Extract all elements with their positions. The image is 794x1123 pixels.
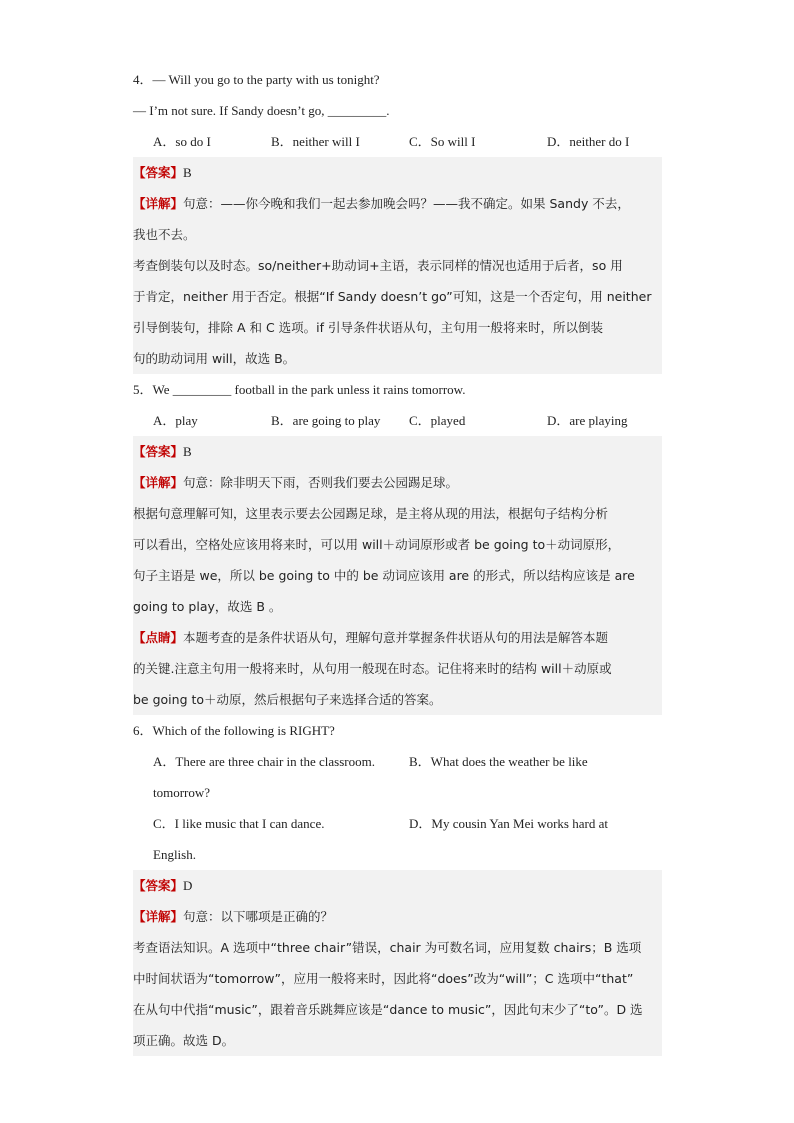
- detail-tag: 【详解】: [133, 196, 184, 211]
- q4-options: [133, 126, 662, 157]
- q4-option-c: C．So will I: [409, 134, 476, 149]
- q5-answer: B: [183, 444, 192, 459]
- detail-tag: 【详解】: [133, 475, 184, 490]
- answer-tag: 【答案】: [133, 165, 184, 180]
- q5-detail-text: 句意：除非明天下雨，否则我们要去公园踢足球。: [183, 475, 459, 490]
- q6-stem: 6．Which of the following is RIGHT?: [133, 723, 335, 738]
- q4-detail-text: 句意：——你今晚和我们一起去参加晚会吗？——我不确定。如果 Sandy 不去，: [183, 196, 630, 211]
- answer-tag: 【答案】: [133, 878, 184, 893]
- q4-option-b: B．neither will I: [271, 134, 360, 149]
- q4-detail-line: 引导倒装句，排除 A 和 C 选项。if 引导条件状语从句，主句用一般将来时，所以倒装: [133, 320, 604, 335]
- q5-stem: 5．We _________ football in the park unless it rains tomorrow.: [133, 382, 466, 397]
- q4-detail-line: 于肯定，neither 用于否定。根据“If Sandy doesn’t go”可知，这是一个否定句，用 neither: [133, 289, 652, 304]
- point-tag: 【点睛】: [133, 630, 184, 645]
- q5-point-text: 本题考查的是条件状语从句，理解句意并掌握条件状语从句的用法是解答本题: [183, 630, 609, 645]
- q6-detail-line: 在从句中代指“music”，跟着音乐跳舞应该是“dance to music”，因此句末少了“to”。D 选: [133, 1002, 643, 1017]
- q5-detail-line: 句子主语是 we，所以 be going to 中的 be 动词应该用 are 的形式，所以结构应该是 are: [133, 568, 635, 583]
- q6-detail-line: [133, 901, 662, 932]
- q6-options-row1: [133, 746, 662, 777]
- q4-detail-line: 考查倒装句以及时态。so/neither+助动词+主语，表示同样的情况也适用于后者，so 用: [133, 258, 623, 273]
- q6-detail-line: 中时间状语为“tomorrow”，应用一般将来时，因此将“does”改为“will”；C 选项中“that”: [133, 971, 634, 986]
- q5-detail-line: 根据句意理解可知，这里表示要去公园踢足球，是主将从现的用法，根据句子结构分析: [133, 506, 609, 521]
- q5-options: [133, 405, 662, 436]
- q5-option-a: A．play: [153, 413, 198, 428]
- q5-detail-line: 可以看出，空格处应该用将来时，可以用 will＋动词原形或者 be going to＋动词原形，: [133, 537, 621, 552]
- q6-answer-line: [133, 870, 662, 901]
- q6-option-b: B．What does the weather be like: [409, 754, 588, 769]
- q6-detail-line: 项正确。故选 D。: [133, 1033, 235, 1048]
- q4-option-d: D．neither do I: [547, 134, 630, 149]
- q6-detail-line: 考查语法知识。A 选项中“three chair”错误，chair 为可数名词，应用复数 chairs；B 选项: [133, 940, 642, 955]
- q5-point-line: 的关键.注意主句用一般将来时，从句用一般现在时态。记住将来时的结构 will＋动原或: [133, 661, 612, 676]
- q6-option-b-cont: tomorrow?: [153, 785, 211, 800]
- q6-option-d: D．My cousin Yan Mei works hard at: [409, 816, 608, 831]
- q4-stem: 4．— Will you go to the party with us tonight?: [133, 72, 380, 87]
- q5-point-line: [133, 622, 662, 653]
- q4-line2: — I’m not sure. If Sandy doesn’t go, _________.: [133, 103, 390, 118]
- q6-option-d-cont: English.: [153, 847, 196, 862]
- q5-answer-line: [133, 436, 662, 467]
- q6-option-c: C．I like music that I can dance.: [153, 816, 325, 831]
- q5-detail-line: [133, 467, 662, 498]
- q6-options-row2: [133, 808, 662, 839]
- q5-explanation: [133, 436, 662, 715]
- detail-tag: 【详解】: [133, 909, 184, 924]
- q4-option-a: A．so do I: [153, 134, 211, 149]
- q4-detail-line: 句的助动词用 will，故选 B。: [133, 351, 296, 366]
- page-content: [133, 64, 662, 1056]
- answer-tag: 【答案】: [133, 444, 184, 459]
- q5-detail-line: going to play，故选 B 。: [133, 599, 282, 614]
- q5-point-line: be going to＋动原，然后根据句子来选择合适的答案。: [133, 692, 442, 707]
- q4-explanation: [133, 157, 662, 374]
- q6-answer: D: [183, 878, 193, 893]
- q6-option-a: A．There are three chair in the classroom.: [153, 754, 375, 769]
- q6-explanation: [133, 870, 662, 1056]
- q4-answer-line: [133, 157, 662, 188]
- q6-detail-text: 句意：以下哪项是正确的？: [183, 909, 334, 924]
- q5-option-d: D．are playing: [547, 413, 628, 428]
- q5-option-c: C．played: [409, 413, 466, 428]
- q5-option-b: B．are going to play: [271, 413, 381, 428]
- q4-detail-line: [133, 188, 662, 219]
- q4-detail-line: 我也不去。: [133, 227, 196, 242]
- q4-answer: B: [183, 165, 192, 180]
